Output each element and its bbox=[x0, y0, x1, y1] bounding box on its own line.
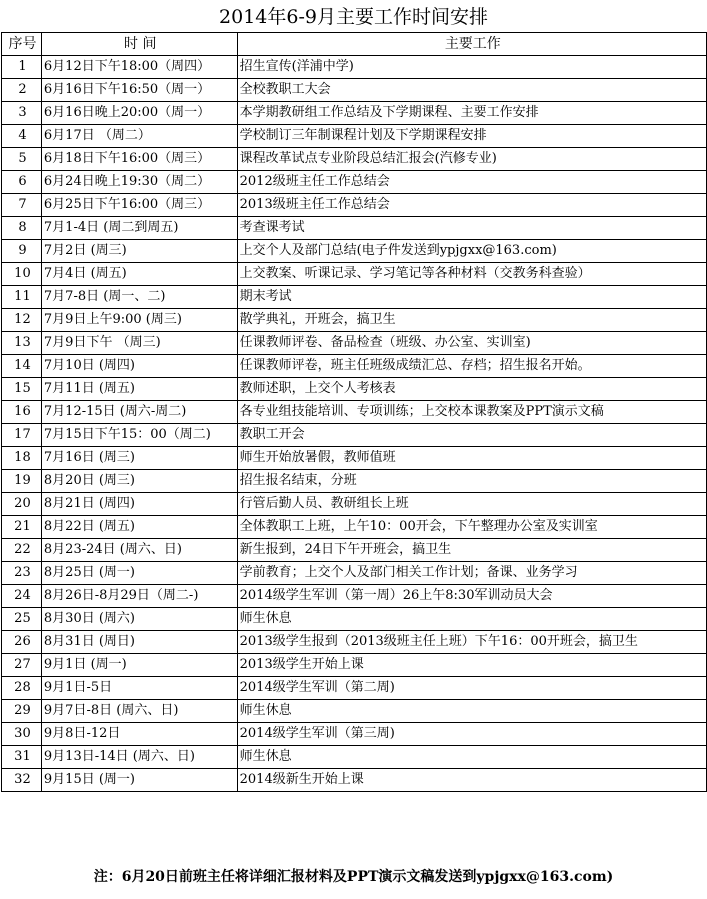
row-work: 教职工开会 bbox=[237, 424, 706, 447]
row-work: 行管后勤人员、教研组长上班 bbox=[237, 493, 706, 516]
footer-note: 注：6月20日前班主任将详细汇报材料及PPT演示文稿发送到ypjgxx@163.com) bbox=[93, 869, 614, 885]
row-index: 19 bbox=[2, 470, 42, 493]
row-index: 12 bbox=[2, 309, 42, 332]
row-time: 8月30日 (周六) bbox=[41, 608, 237, 631]
row-index: 30 bbox=[2, 723, 42, 746]
table-row bbox=[2, 401, 707, 424]
table-row bbox=[2, 654, 707, 677]
row-work: 师生休息 bbox=[237, 700, 706, 723]
header-time: 时 间 bbox=[41, 33, 237, 56]
row-time: 9月1日-5日 bbox=[41, 677, 237, 700]
row-index: 11 bbox=[2, 286, 42, 309]
row-work: 全校教职工大会 bbox=[237, 79, 706, 102]
row-time: 7月2日 (周三) bbox=[41, 240, 237, 263]
schedule-table bbox=[1, 32, 707, 792]
table-row bbox=[2, 194, 707, 217]
table-row bbox=[2, 746, 707, 769]
row-time: 7月12-15日 (周六-周二) bbox=[41, 401, 237, 424]
row-index: 10 bbox=[2, 263, 42, 286]
row-time: 9月8日-12日 bbox=[41, 723, 237, 746]
row-time: 6月24日晚上19:30（周二） bbox=[41, 171, 237, 194]
row-time: 7月9日上午9:00 (周三) bbox=[41, 309, 237, 332]
row-time: 7月11日 (周五) bbox=[41, 378, 237, 401]
row-index: 4 bbox=[2, 125, 42, 148]
row-index: 22 bbox=[2, 539, 42, 562]
table-row bbox=[2, 493, 707, 516]
table-row bbox=[2, 769, 707, 792]
row-index: 6 bbox=[2, 171, 42, 194]
row-time: 6月16日晚上20:00（周一） bbox=[41, 102, 237, 125]
row-index: 21 bbox=[2, 516, 42, 539]
row-index: 24 bbox=[2, 585, 42, 608]
table-header-row bbox=[2, 33, 707, 56]
row-index: 20 bbox=[2, 493, 42, 516]
table-row bbox=[2, 470, 707, 493]
row-index: 16 bbox=[2, 401, 42, 424]
table-row bbox=[2, 102, 707, 125]
table-row bbox=[2, 125, 707, 148]
table-row bbox=[2, 217, 707, 240]
row-index: 2 bbox=[2, 79, 42, 102]
table-row bbox=[2, 79, 707, 102]
row-time: 9月15日 (周一) bbox=[41, 769, 237, 792]
table-row bbox=[2, 56, 707, 79]
row-work: 师生开始放暑假，教师值班 bbox=[237, 447, 706, 470]
row-time: 7月10日 (周四) bbox=[41, 355, 237, 378]
table-row bbox=[2, 585, 707, 608]
row-index: 29 bbox=[2, 700, 42, 723]
row-work: 2013级班主任工作总结会 bbox=[237, 194, 706, 217]
table-row bbox=[2, 424, 707, 447]
row-time: 6月12日下午18:00（周四） bbox=[41, 56, 237, 79]
row-time: 6月18日下午16:00（周三） bbox=[41, 148, 237, 171]
row-index: 28 bbox=[2, 677, 42, 700]
row-work: 上交教案、听课记录、学习笔记等各种材料（交教务科查验） bbox=[237, 263, 706, 286]
row-work: 全体教职工上班，上午10：00开会，下午整理办公室及实训室 bbox=[237, 516, 706, 539]
row-time: 8月31日 (周日) bbox=[41, 631, 237, 654]
row-work: 任课教师评卷，班主任班级成绩汇总、存档；招生报名开始。 bbox=[237, 355, 706, 378]
row-work: 招生宣传(洋浦中学) bbox=[237, 56, 706, 79]
header-index: 序号 bbox=[2, 33, 42, 56]
row-time: 9月1日 (周一) bbox=[41, 654, 237, 677]
row-time: 7月9日下午 （周三) bbox=[41, 332, 237, 355]
table-row bbox=[2, 562, 707, 585]
table-row bbox=[2, 332, 707, 355]
table-row bbox=[2, 148, 707, 171]
row-work: 招生报名结束，分班 bbox=[237, 470, 706, 493]
row-time: 8月26日-8月29日（周二-) bbox=[41, 585, 237, 608]
row-work: 任课教师评卷、备品检查（班级、办公室、实训室) bbox=[237, 332, 706, 355]
row-work: 各专业组技能培训、专项训练；上交校本课教案及PPT演示文稿 bbox=[237, 401, 706, 424]
row-index: 5 bbox=[2, 148, 42, 171]
row-index: 26 bbox=[2, 631, 42, 654]
row-work: 2014级学生军训（第一周）26上午8:30军训动员大会 bbox=[237, 585, 706, 608]
row-work: 师生休息 bbox=[237, 608, 706, 631]
row-index: 15 bbox=[2, 378, 42, 401]
row-time: 8月20日 (周三) bbox=[41, 470, 237, 493]
row-index: 23 bbox=[2, 562, 42, 585]
table-row bbox=[2, 631, 707, 654]
row-index: 3 bbox=[2, 102, 42, 125]
table-row bbox=[2, 355, 707, 378]
table-row bbox=[2, 240, 707, 263]
table-row bbox=[2, 309, 707, 332]
row-work: 本学期教研组工作总结及下学期课程、主要工作安排 bbox=[237, 102, 706, 125]
row-index: 32 bbox=[2, 769, 42, 792]
schedule-table-body bbox=[2, 33, 707, 792]
table-row bbox=[2, 539, 707, 562]
header-work: 主要工作 bbox=[237, 33, 706, 56]
row-time: 9月7日-8日 (周六、日) bbox=[41, 700, 237, 723]
row-work: 2014级新生开始上课 bbox=[237, 769, 706, 792]
table-row bbox=[2, 608, 707, 631]
row-work: 2014级学生军训（第二周) bbox=[237, 677, 706, 700]
row-index: 25 bbox=[2, 608, 42, 631]
table-row bbox=[2, 677, 707, 700]
row-time: 7月4日 (周五) bbox=[41, 263, 237, 286]
row-work: 散学典礼，开班会，搞卫生 bbox=[237, 309, 706, 332]
row-index: 1 bbox=[2, 56, 42, 79]
row-time: 7月7-8日 (周一、二) bbox=[41, 286, 237, 309]
row-time: 9月13日-14日 (周六、日) bbox=[41, 746, 237, 769]
row-work: 学校制订三年制课程计划及下学期课程安排 bbox=[237, 125, 706, 148]
table-row bbox=[2, 447, 707, 470]
table-row bbox=[2, 378, 707, 401]
table-row bbox=[2, 700, 707, 723]
table-row bbox=[2, 263, 707, 286]
row-time: 6月25日下午16:00（周三） bbox=[41, 194, 237, 217]
row-time: 7月1-4日 (周二到周五) bbox=[41, 217, 237, 240]
row-work: 期末考试 bbox=[237, 286, 706, 309]
table-row bbox=[2, 286, 707, 309]
row-time: 8月21日 (周四) bbox=[41, 493, 237, 516]
row-work: 2013级学生报到（2013级班主任上班）下午16：00开班会，搞卫生 bbox=[237, 631, 706, 654]
table-row bbox=[2, 171, 707, 194]
row-index: 8 bbox=[2, 217, 42, 240]
row-time: 6月16日下午16:50（周一） bbox=[41, 79, 237, 102]
row-time: 8月25日 (周一) bbox=[41, 562, 237, 585]
row-index: 7 bbox=[2, 194, 42, 217]
row-work: 2014级学生军训（第三周) bbox=[237, 723, 706, 746]
row-time: 7月15日下午15：00（周二) bbox=[41, 424, 237, 447]
row-time: 7月16日 (周三) bbox=[41, 447, 237, 470]
row-index: 9 bbox=[2, 240, 42, 263]
row-work: 2012级班主任工作总结会 bbox=[237, 171, 706, 194]
page-title: 2014年6-9月主要工作时间安排 bbox=[219, 6, 488, 28]
row-index: 31 bbox=[2, 746, 42, 769]
row-time: 8月22日 (周五) bbox=[41, 516, 237, 539]
row-index: 13 bbox=[2, 332, 42, 355]
table-row bbox=[2, 723, 707, 746]
row-work: 师生休息 bbox=[237, 746, 706, 769]
row-work: 新生报到，24日下午开班会，搞卫生 bbox=[237, 539, 706, 562]
row-work: 上交个人及部门总结(电子件发送到ypjgxx@163.com) bbox=[237, 240, 706, 263]
row-index: 27 bbox=[2, 654, 42, 677]
row-work: 学前教育；上交个人及部门相关工作计划；备课、业务学习 bbox=[237, 562, 706, 585]
row-work: 考查课考试 bbox=[237, 217, 706, 240]
row-index: 18 bbox=[2, 447, 42, 470]
row-index: 17 bbox=[2, 424, 42, 447]
row-work: 课程改革试点专业阶段总结汇报会(汽修专业) bbox=[237, 148, 706, 171]
row-work: 教师述职，上交个人考核表 bbox=[237, 378, 706, 401]
row-time: 6月17日 （周二） bbox=[41, 125, 237, 148]
row-index: 14 bbox=[2, 355, 42, 378]
row-time: 8月23-24日 (周六、日) bbox=[41, 539, 237, 562]
table-row bbox=[2, 516, 707, 539]
row-work: 2013级学生开始上课 bbox=[237, 654, 706, 677]
